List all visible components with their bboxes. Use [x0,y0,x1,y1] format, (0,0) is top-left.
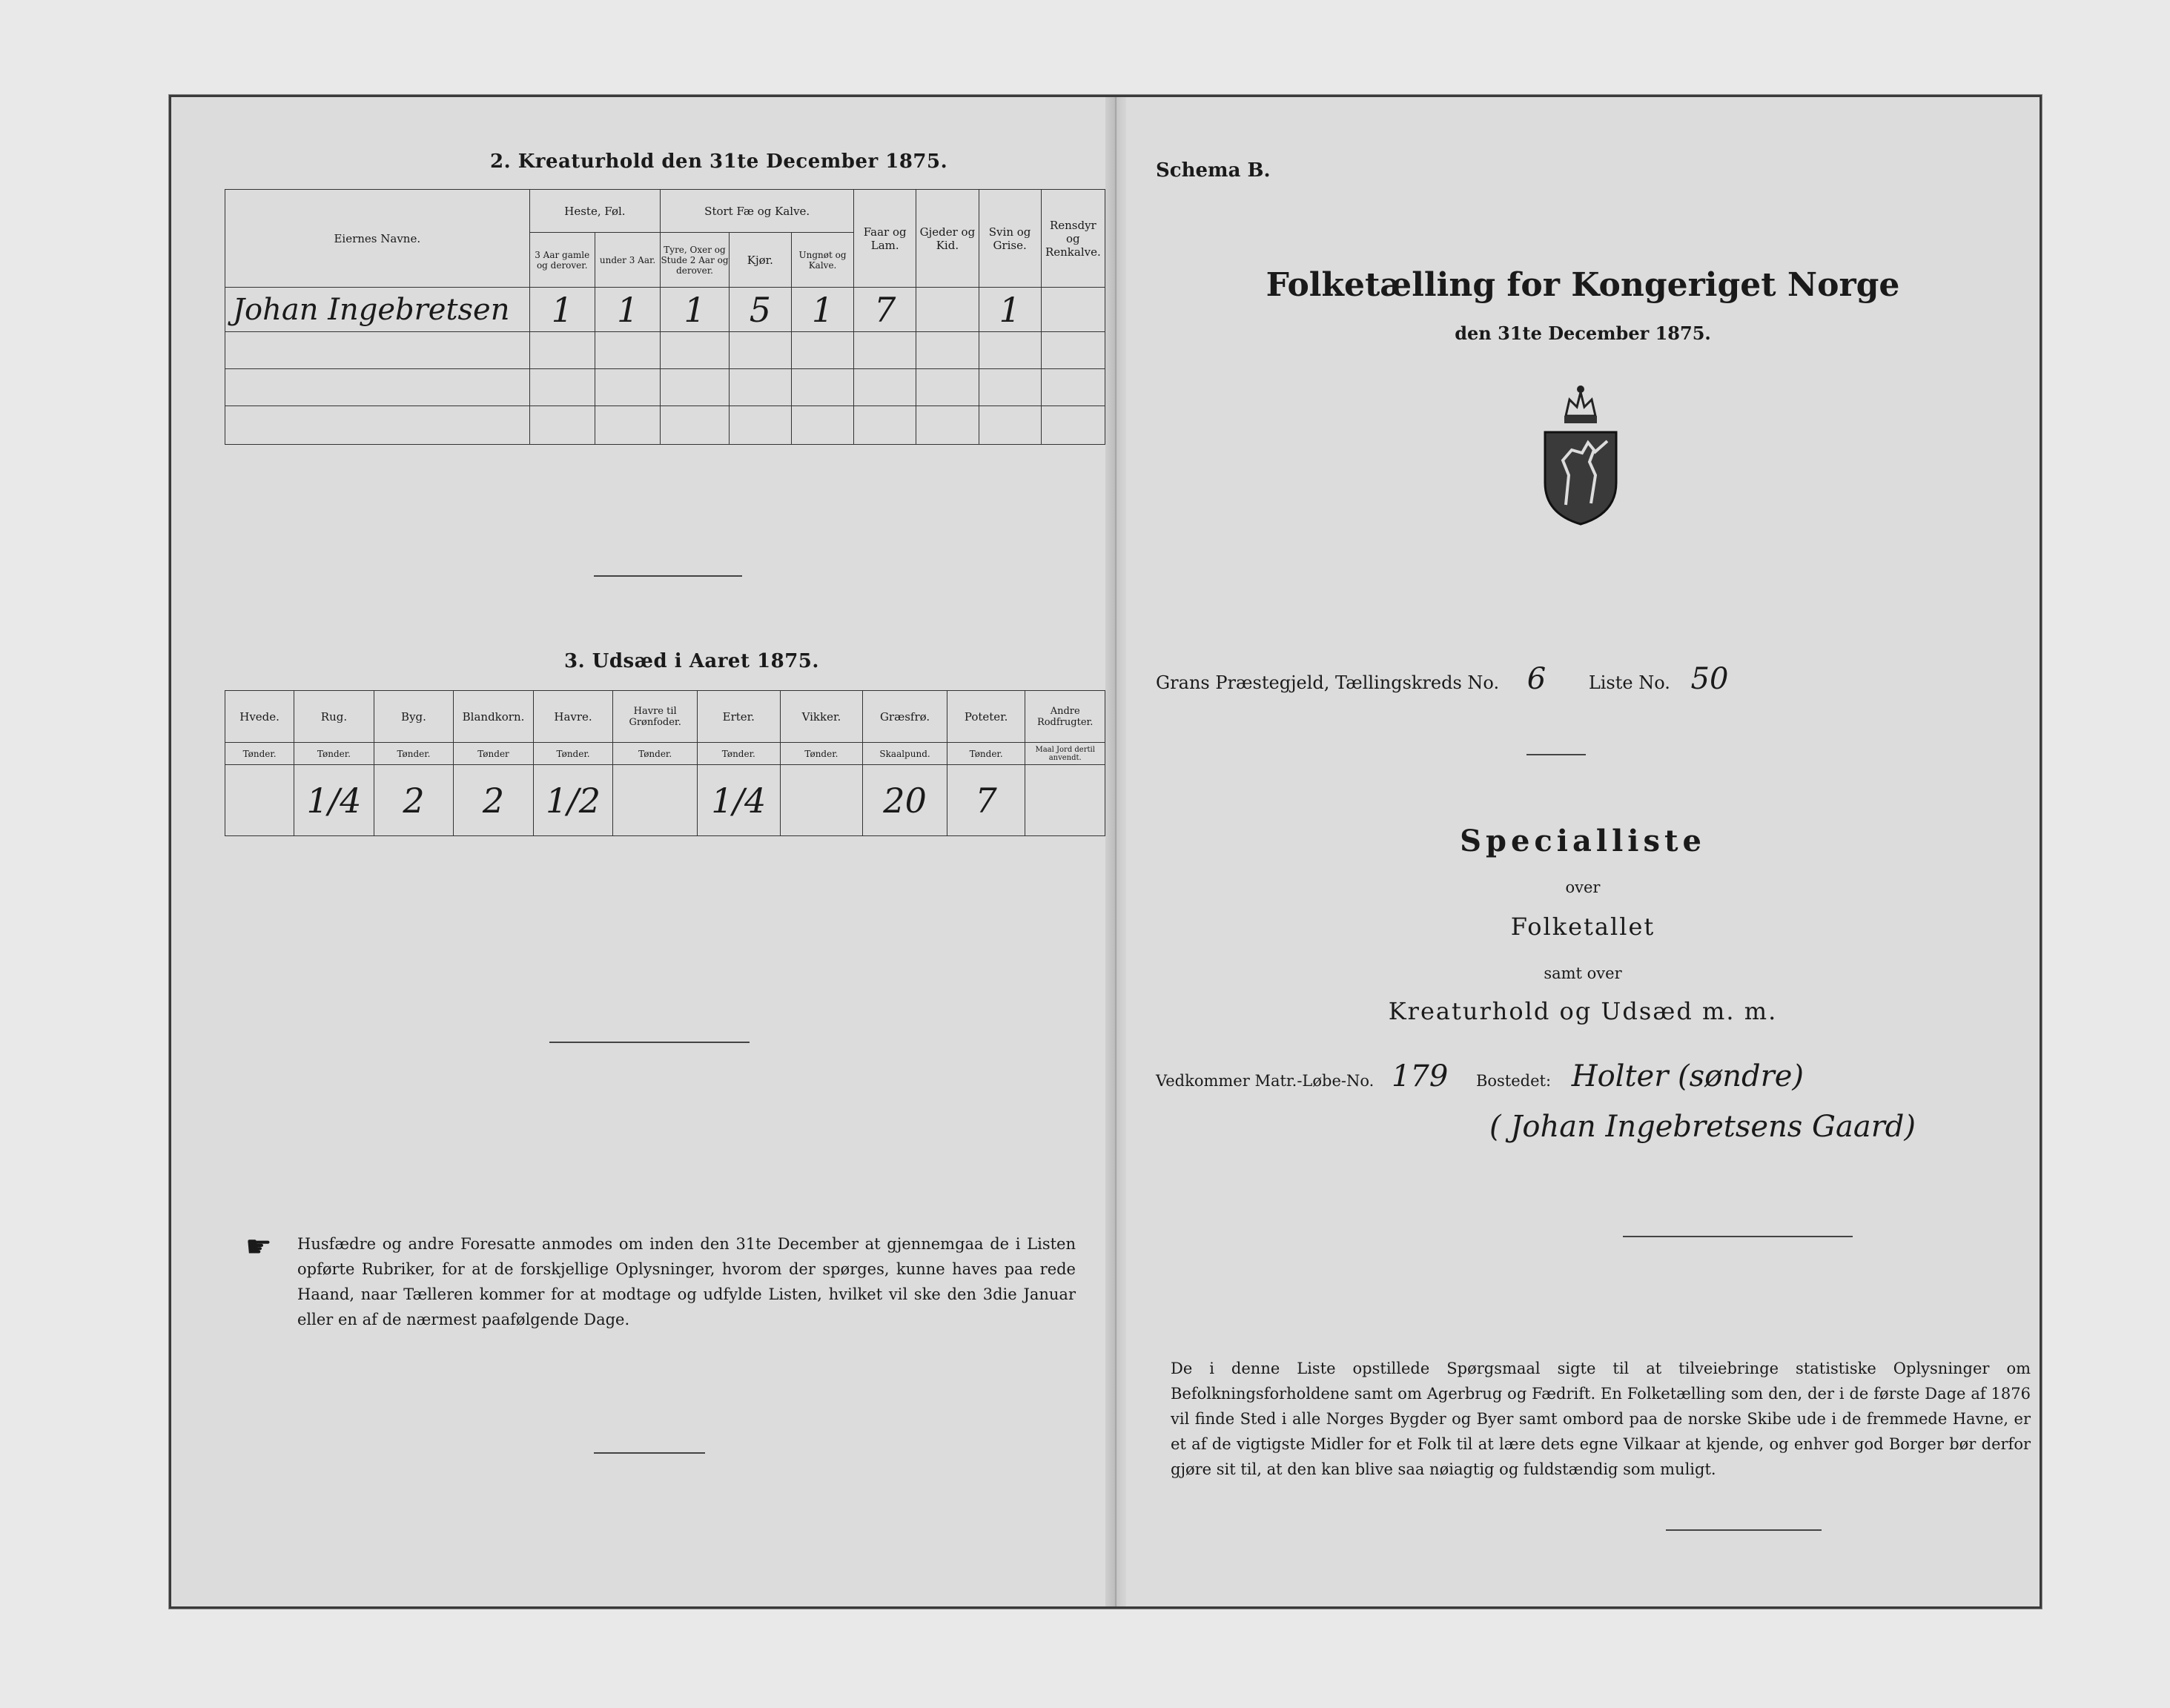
census-date: den 31te December 1875. [1455,322,1711,344]
divider [549,1042,750,1043]
divider [1526,754,1586,755]
faar-cell: 7 [854,288,916,332]
divider [594,1452,705,1454]
liste-label: Liste No. [1588,672,1670,693]
gjeder-header: Gjeder og Kid. [916,190,979,288]
unit-label: Tønder. [613,743,698,765]
hvede-cell [225,765,294,836]
unit-label: Tønder. [294,743,374,765]
byg-cell: 2 [374,765,454,836]
kjor-cell: 5 [729,288,791,332]
kreds-label: Tællingskreds No. [1335,672,1500,693]
rensdyr-header: Rensdyr og Renkalve. [1041,190,1105,288]
faar-header: Faar og Lam. [854,190,916,288]
table-row [225,765,1105,836]
matr-label: Vedkommer Matr.-Løbe-No. [1156,1072,1375,1090]
prestegjeld-label: Grans Præstegjeld, [1156,672,1330,693]
unit-label: Tønder. [374,743,454,765]
gjeder-cell [916,288,979,332]
folketallet-text: Folketallet [1510,913,1655,941]
table-row [225,406,1105,445]
unit-label: Tønder. [947,743,1025,765]
district-row [1156,662,1728,696]
gaard-value: ( Johan Ingebretsens Gaard) [1489,1110,1916,1144]
explanation-paragraph: De i denne Liste opstillede Spørgsmaal sigte til at tilveiebringe statistiske Oplysninger om Befolkningsforholdene samt om Agerbrug og Fædrift. En Folketælling som den, der i de første Dage af 1876 vil finde Sted i alle Norges Bygder og Byer samt ombord paa de norske Skibe ude i de fremmede Havne, er et af de vigtigste Midler for et Folk til at lære dets egne Vilkaar at kjende, og enhver god Borger bør derfor gjøre sit til, at den kan blive saa nøiagtig og fuldstændig som muligt. [1171,1360,2031,1478]
heste-under-cell: 1 [595,288,660,332]
notice-text: Husfædre og andre Foresatte anmodes om inden den 31te December at gjennemgaa de i Listen opførte Rubriker, for at de forskjellige Oplysninger, hvorom der spørges, kunne haves paa rede Haand, naar Tælleren kommer for at modtage og udfylde Listen, hvilket vil ske den 3die Januar eller en af de nærmest paafølgende Dage. [297,1235,1076,1328]
tyre-cell: 1 [661,288,730,332]
divider [594,575,742,577]
havre-header: Havre. [533,691,613,743]
left-page [171,97,1105,1606]
andre-rodfrugter-header: Andre Rodfrugter. [1025,691,1105,743]
matr-row [1156,1059,1804,1093]
pointing-hand-icon: ☛ [245,1230,272,1264]
unit-label: Tønder. [780,743,863,765]
byg-header: Byg. [374,691,454,743]
unit-label: Maal Jord dertil anvendt. [1025,743,1105,765]
rug-cell: 1/4 [294,765,374,836]
census-form-sheet [169,95,2042,1609]
main-title: Folketælling for Kongeriget Norge [1266,266,1900,304]
havre-gronfoder-header: Havre til Grønfoder. [613,691,698,743]
unit-label: Tønder [454,743,534,765]
heste-3aar-header: 3 Aar gamle og derover. [529,233,595,288]
over-text: over [1565,878,1601,896]
unit-label: Tønder. [225,743,294,765]
blandkorn-cell: 2 [454,765,534,836]
andre-rodfrugter-cell [1025,765,1105,836]
poteter-header: Poteter. [947,691,1025,743]
stort-fae-header: Stort Fæ og Kalve. [661,190,854,233]
table-row [225,288,1105,332]
erter-header: Erter. [697,691,780,743]
right-page [1126,97,2040,1606]
kjor-header: Kjør. [729,233,791,288]
owner-header: Eiernes Navne. [225,190,530,288]
livestock-table [225,189,1105,445]
section2-title: 2. Kreaturhold den 31te December 1875. [490,150,948,173]
coat-of-arms-icon [1536,379,1625,527]
rug-header: Rug. [294,691,374,743]
sowing-table [225,690,1105,836]
hvede-header: Hvede. [225,691,294,743]
unit-label: Skaalpund. [863,743,947,765]
graesfro-cell: 20 [863,765,947,836]
heste-header: Heste, Føl. [529,190,661,233]
liste-value: 50 [1690,662,1729,696]
section3-title: 3. Udsæd i Aaret 1875. [564,650,819,672]
ungnot-cell: 1 [791,288,853,332]
unit-label: Tønder. [533,743,613,765]
schema-label: Schema B. [1156,159,1271,182]
unit-label: Tønder. [697,743,780,765]
samt-over-text: samt over [1544,964,1622,982]
havre-gronfoder-cell [613,765,698,836]
tyre-header: Tyre, Oxer og Stude 2 Aar og derover. [661,233,730,288]
vikker-header: Vikker. [780,691,863,743]
divider [1666,1529,1822,1531]
bosted-value: Holter (søndre) [1571,1059,1805,1093]
erter-cell: 1/4 [697,765,780,836]
havre-cell: 1/2 [533,765,613,836]
specialliste-title: Specialliste [1460,824,1706,858]
heste-3aar-cell: 1 [529,288,595,332]
table-row [225,332,1105,369]
ungnot-header: Ungnøt og Kalve. [791,233,853,288]
table-row [225,369,1105,406]
poteter-cell: 7 [947,765,1025,836]
bosted-label: Bostedet: [1475,1072,1552,1090]
kreaturhold-text: Kreaturhold og Udsæd m. m. [1388,997,1778,1025]
svin-header: Svin og Grise. [979,190,1041,288]
kreds-value: 6 [1526,662,1547,696]
heste-under-header: under 3 Aar. [595,233,660,288]
rensdyr-cell [1041,288,1105,332]
owner-name-cell: Johan Ingebretsen [225,288,530,332]
svin-cell: 1 [979,288,1041,332]
graesfro-header: Græsfrø. [863,691,947,743]
blandkorn-header: Blandkorn. [454,691,534,743]
vikker-cell [780,765,863,836]
divider [1623,1236,1853,1237]
matr-value: 179 [1391,1059,1449,1093]
page-fold [1105,97,1126,1606]
